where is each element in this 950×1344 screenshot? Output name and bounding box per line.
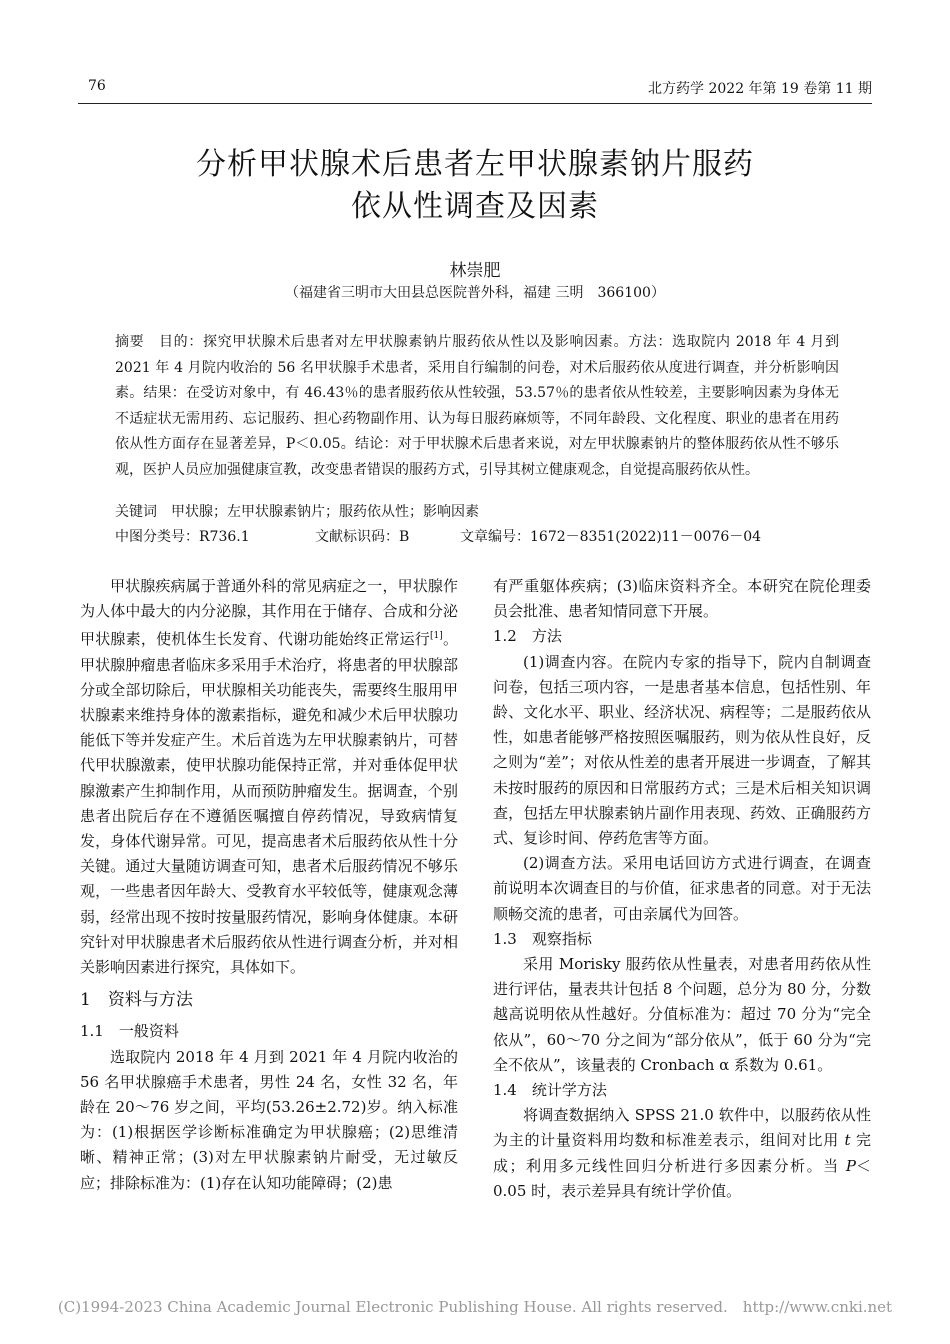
abstract-text: 目的：探究甲状腺术后患者对左甲状腺素钠片服药依从性以及影响因素。方法：选取院内 2018 年 4 月到 2021 年 4 月院内收治的 56 名甲状腺手术患者，采用自行编制的问卷，对术后服药依从度进行调查，并分析影响因素。结果：在受访对象中，有 46.43％的患者服药依从性较强，53.57％的患者依从性较差，主要影响因素为身体无不适症状无需用药、忘记服药、担心药物副作用、认为每日服药麻烦等，不同年龄段、文化程度、职业的患者在用药依从性方面存在显著差异，P＜0.05。结论：对于甲状腺术后患者来说，对左甲状腺素钠片的整体服药依从性不够乐观，医护人员应加强健康宣教，改变患者错误的服药方式，引导其树立健康观念，自觉提高服药依从性。 [115, 334, 840, 478]
stats-text-a: 将调查数据纳入 SPSS 21.0 软件中，以服药依从性为主的计量资料用均数和标准差表示，组间对比用 [493, 1106, 871, 1150]
header-divider [78, 103, 872, 104]
section-heading-1-2: 1.2 方法 [493, 627, 562, 646]
document-code: 文献标识码：B [315, 529, 410, 545]
clc-number: 中图分类号：R736.1 [115, 529, 250, 545]
affiliation: （福建省三明市大田县总医院普外科，福建 三明 366100） [285, 285, 665, 301]
title-line-2: 依从性调查及因素 [351, 189, 599, 224]
classification [115, 525, 839, 550]
right-column [493, 574, 871, 1204]
stats-text-c: ＜0.05 时，表示差异具有统计学价值。 [493, 1156, 871, 1200]
page-number: 76 [88, 78, 106, 94]
keywords-label: 关键词 [115, 504, 157, 520]
section-heading-1-1: 1.1 一般资料 [80, 1022, 179, 1041]
article-number: 文章编号：1672－8351(2022)11－0076－04 [460, 529, 762, 545]
survey-method-paragraph: (2)调查方法。采用电话回访方式进行调查，在调查前说明本次调查目的与价值，征求患者的同意。对于无法顺畅交流的患者，可由亲属代为回答。 [493, 854, 871, 923]
title-line-1: 分析甲状腺术后患者左甲状腺素钠片服药 [196, 147, 754, 182]
author: 林崇肥 [449, 261, 501, 281]
keywords [115, 500, 839, 525]
stats-t-symbol: t [844, 1131, 851, 1150]
copyright-footer: (C)1994-2023 China Academic Journal Electronic Publishing House. All rights reserved. http://www.cnki.net [57, 1298, 893, 1316]
statistics-paragraph [493, 1103, 871, 1204]
keywords-text: 甲状腺；左甲状腺素钠片；服药依从性；影响因素 [171, 504, 479, 520]
abstract-label: 摘要 [115, 334, 145, 350]
intro-text-b: 。甲状腺肿瘤患者临床多采用手术治疗，将患者的甲状腺部分或全部切除后，甲状腺相关功能丧失，需要终生服用甲状腺素来维持身体的激素指标，避免和减少术后甲状腺功能低下等并发症产生。术后首选为左甲状腺素钠片，可替代甲状腺激素，使甲状腺功能保持正常，并对垂体促甲状腺激素产生抑制作用，从而预防肿瘤发生。据调查，个别患者出院后存在不遵循医嘱擅自停药情况，导致病情复发，身体代谢异常。可见，提高患者术后服药依从性十分关键。通过大量随访调查可知，患者术后服药情况不够乐观，一些患者因年龄大、受教育水平较低等，健康观念薄弱，经常出现不按时按量服药情况，影响身体健康。本研究针对甲状腺患者术后服药依从性进行调查分析，并对相关影响因素进行探究，具体如下。 [80, 630, 458, 977]
intro-paragraph [80, 574, 458, 980]
intro-text-a: 甲状腺疾病属于普通外科的常见病症之一，甲状腺作为人体中最大的内分泌腺，其作用在于储存、合成和分泌甲状腺素，使机体生长发育、代谢功能始终正常运行 [80, 577, 458, 649]
citation-ref[interactable]: [1] [430, 631, 443, 642]
observation-paragraph: 采用 Morisky 服药依从性量表，对患者用药依从性进行评估，量表共计包括 8 个问题，总分为 80 分，分数越高说明依从性越好。分值标准为：超过 70 分为“完全依从”，60～70 分之间为“部分依从”，低于 60 分为“完全不依从”，该量表的 Cronbach α 系数为 0.61。 [493, 955, 871, 1074]
section-heading-1-4: 1.4 统计学方法 [493, 1081, 607, 1100]
abstract [115, 330, 839, 483]
stats-p-symbol: P [845, 1156, 856, 1175]
stats-text-b: 完成；利用多元线性回归分析进行多因素分析。当 [493, 1131, 871, 1175]
continued-paragraph: 有严重躯体疾病；(3)临床资料齐全。本研究在院伦理委员会批准、患者知情同意下开展。 [493, 577, 871, 621]
left-column [80, 574, 458, 1196]
section-heading-1: 1 资料与方法 [80, 990, 193, 1011]
general-data-paragraph: 选取院内 2018 年 4 月到 2021 年 4 月院内收治的 56 名甲状腺癌手术患者，男性 24 名，女性 32 名，年龄在 20～76 岁之间，平均(53.26±2.72)岁。纳入标准为：(1)根据医学诊断标准确定为甲状腺癌；(2)思维清晰、精神正常；(3)对左甲状腺素钠片耐受，无过敏反应；排除标准为：(1)存在认知功能障碍；(2)患 [80, 1047, 458, 1192]
section-heading-1-3: 1.3 观察指标 [493, 929, 592, 948]
survey-content-paragraph: (1)调查内容。在院内专家的指导下，院内自制调查问卷，包括三项内容，一是患者基本信息，包括性别、年龄、文化水平、职业、经济状况、病程等；二是服药依从性，如患者能够严格按照医嘱服药，则为依从性良好，反之则为“差”；对依从性差的患者开展进一步调查，了解其未按时服药的原因和日常服药方式；三是术后相关知识调查，包括左甲状腺素钠片副作用表现、药效、正确服药方式、复诊时间、停药危害等方面。 [493, 652, 871, 848]
journal-info: 北方药学 2022 年第 19 卷第 11 期 [648, 81, 872, 97]
